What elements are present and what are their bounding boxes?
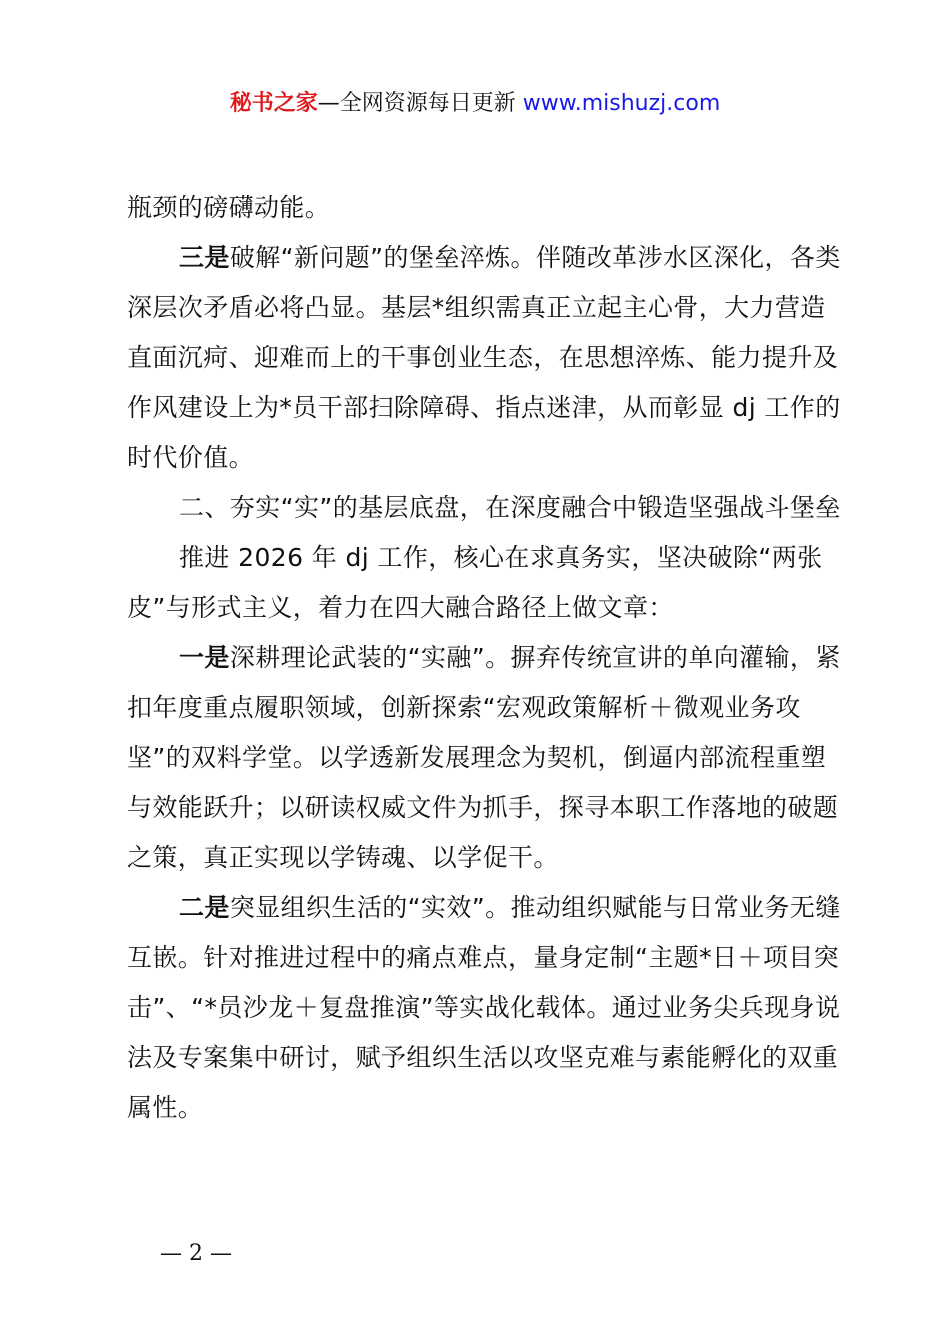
paragraph-lead: 一是: [179, 643, 230, 672]
paragraph-intro: 推进 2026 年 dj 工作，核心在求真务实，坚决破除“两张皮”与形式主义，着力在四大融合路径上做文章：: [127, 543, 823, 622]
paragraph-text: 突显组织生活的“实效”。推动组织赋能与日常业务无缝互嵌。针对推进过程中的痛点难点，量身定制“主题*日＋项目突击”、“*员沙龙＋复盘推演”等实战化载体。通过业务尖兵现身说法及专案集中研讨，赋予组织生活以攻坚克难与素能孵化的双重属性。: [127, 893, 841, 1122]
paragraph-point-two: [127, 883, 845, 1133]
site-header: [0, 88, 950, 120]
paragraph-text: 深耕理论武装的“实融”。摒弃传统宣讲的单向灌输，紧扣年度重点履职领域，创新探索“宏观政策解析＋微观业务攻坚”的双料学堂。以学透新发展理念为契机，倒逼内部流程重塑与效能跃升；以研读权威文件为抓手，探寻本职工作落地的破题之策，真正实现以学铸魂、以学促干。: [127, 643, 841, 872]
section-heading-two: 二、夯实“实”的基层底盘，在深度融合中锻造坚强战斗堡垒: [179, 493, 841, 522]
brand-name: 秘书之家: [229, 91, 318, 116]
header-slogan: —全网资源每日更新: [317, 91, 523, 116]
paragraph-text: 破解“新问题”的堡垒淬炼。伴随改革涉水区深化，各类深层次矛盾必将凸显。基层*组织需真正立起主心骨，大力营造直面沉疴、迎难而上的干事创业生态，在思想淬炼、能力提升及作风建设上为*员干部扫除障碍、指点迷津，从而彰显 dj 工作的时代价值。: [127, 243, 841, 472]
paragraph-continuation: 瓶颈的磅礴动能。: [127, 193, 331, 222]
document-body: [127, 183, 845, 1133]
paragraph-point-three: [127, 233, 845, 483]
paragraph-point-one: [127, 633, 845, 883]
paragraph-lead: 二是: [179, 893, 230, 922]
page-number: — 2 —: [160, 1241, 232, 1266]
site-url-link[interactable]: www.mishuzj.com: [522, 91, 721, 116]
paragraph-lead: 三是: [179, 243, 230, 272]
